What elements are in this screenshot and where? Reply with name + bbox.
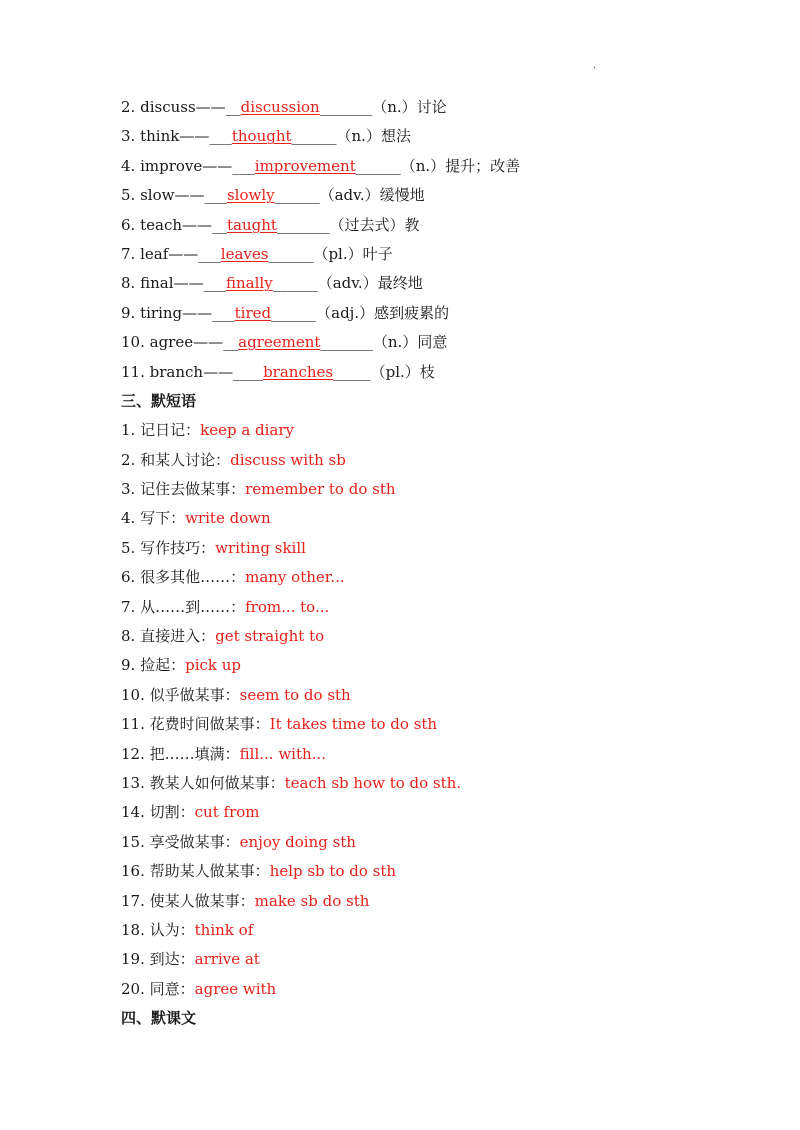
phrase-english: arrive at	[194, 950, 260, 969]
corner-mark: .	[593, 60, 597, 71]
phrase-english: make sb do sth	[254, 891, 370, 910]
word-form-item	[121, 328, 761, 357]
phrase-english: cut from	[194, 803, 260, 822]
item-number: 1.	[121, 421, 136, 440]
item-number: 3.	[121, 127, 136, 146]
word-note: （n.）想法	[336, 127, 411, 146]
phrase-english: discuss with sb	[230, 450, 346, 469]
blank-trail: ______	[291, 127, 337, 146]
item-number: 5.	[121, 538, 136, 557]
word-form-item	[121, 122, 761, 151]
item-number: 14.	[121, 803, 145, 822]
phrase-english: fill... with...	[239, 744, 326, 763]
base-word: slow	[140, 186, 175, 205]
phrase-chinese: 到达：	[149, 950, 195, 969]
phrase-item	[121, 887, 761, 916]
worksheet-page	[121, 93, 761, 1034]
item-number: 3.	[121, 480, 136, 499]
base-word: leaf	[140, 244, 169, 263]
phrase-english: write down	[185, 509, 271, 528]
answer-word: tired	[234, 303, 272, 322]
phrase-item	[121, 446, 761, 475]
word-form-item	[121, 211, 761, 240]
phrase-english: keep a diary	[200, 421, 295, 440]
item-number: 9.	[121, 656, 136, 675]
item-number: 19.	[121, 950, 145, 969]
item-number: 15.	[121, 832, 145, 851]
item-number: 10.	[121, 333, 145, 352]
dash: ——	[174, 186, 205, 205]
phrase-item	[121, 798, 761, 827]
item-number: 6.	[121, 215, 136, 234]
blank-lead: ___	[198, 244, 221, 263]
phrase-item	[121, 534, 761, 563]
item-number: 6.	[121, 568, 136, 587]
blank-trail: ______	[274, 186, 320, 205]
word-form-item	[121, 93, 761, 122]
word-form-item	[121, 358, 761, 387]
phrase-english: seem to do sth	[239, 685, 351, 704]
item-number: 12.	[121, 744, 145, 763]
phrase-item	[121, 769, 761, 798]
base-word: think	[140, 127, 180, 146]
phrase-item	[121, 681, 761, 710]
phrase-english: writing skill	[215, 538, 306, 557]
answer-word: thought	[231, 127, 292, 146]
item-number: 17.	[121, 891, 145, 910]
word-note: （n.）提升；改善	[400, 156, 521, 175]
phrase-chinese: 从……到……：	[140, 597, 246, 616]
blank-lead: __	[225, 98, 241, 116]
phrase-english: pick up	[185, 656, 242, 675]
item-number: 4.	[121, 156, 136, 175]
phrase-chinese: 记住去做某事：	[140, 480, 246, 499]
word-note: （adv.）缓慢地	[319, 186, 425, 205]
answer-word: leaves	[220, 244, 269, 263]
phrase-item	[121, 710, 761, 739]
base-word: branch	[149, 362, 204, 381]
phrase-chinese: 似乎做某事：	[149, 685, 240, 704]
phrase-chinese: 享受做某事：	[149, 832, 240, 851]
blank-trail: _______	[319, 98, 373, 116]
word-form-item	[121, 269, 761, 298]
answer-word: branches	[263, 362, 334, 381]
phrase-english: from... to...	[245, 597, 330, 616]
phrase-item	[121, 504, 761, 533]
word-form-item	[121, 181, 761, 210]
word-note: （pl.）枝	[370, 362, 435, 381]
phrase-item	[121, 945, 761, 974]
phrase-english: agree with	[194, 979, 277, 998]
dash: ——	[182, 215, 213, 234]
phrase-chinese: 同意：	[149, 979, 195, 998]
phrase-chinese: 捡起：	[140, 656, 186, 675]
phrase-item	[121, 916, 761, 945]
word-note: （adj.）感到疲累的	[316, 303, 450, 322]
word-form-item	[121, 240, 761, 269]
dash: ——	[168, 244, 199, 263]
dash: ——	[173, 274, 204, 293]
phrase-chinese: 使某人做某事：	[149, 891, 255, 910]
item-number: 9.	[121, 303, 136, 322]
item-number: 11.	[121, 362, 145, 381]
item-number: 13.	[121, 773, 145, 792]
base-word: teach	[140, 215, 183, 234]
phrase-item	[121, 651, 761, 680]
phrase-item	[121, 857, 761, 886]
blank-lead: ___	[204, 186, 227, 205]
blank-lead: __	[223, 333, 239, 352]
blank-trail: ______	[268, 244, 314, 263]
base-word: discuss	[140, 98, 196, 116]
item-number: 4.	[121, 509, 136, 528]
phrase-english: think of	[194, 920, 254, 939]
answer-word: finally	[226, 274, 273, 293]
phrase-english: teach sb how to do sth.	[284, 773, 462, 792]
phrase-english: help sb to do sth	[269, 862, 397, 881]
blank-lead: ____	[233, 362, 264, 381]
phrase-chinese: 教某人如何做某事：	[149, 773, 285, 792]
word-note: （pl.）叶子	[313, 244, 393, 263]
phrase-english: many other...	[245, 568, 345, 587]
phrase-item	[121, 563, 761, 592]
answer-word: agreement	[238, 333, 321, 352]
item-number: 7.	[121, 244, 136, 263]
blank-lead: ___	[203, 274, 226, 293]
phrase-chinese: 写下：	[140, 509, 186, 528]
dash: ——	[203, 362, 234, 381]
dash: ——	[182, 303, 213, 322]
answer-word: taught	[227, 215, 277, 234]
blank-trail: _______	[276, 215, 330, 234]
word-form-item	[121, 152, 761, 181]
item-number: 5.	[121, 186, 136, 205]
phrase-english: get straight to	[215, 627, 325, 646]
section-4-heading: 四、默课文	[121, 1009, 197, 1028]
phrase-item	[121, 975, 761, 1004]
base-word: tiring	[140, 303, 183, 322]
word-note: （n.）同意	[372, 333, 448, 352]
phrase-chinese: 把……填满：	[149, 744, 240, 763]
word-note: （过去式）教	[329, 215, 420, 234]
item-number: 2.	[121, 98, 136, 116]
phrase-chinese: 花费时间做某事：	[149, 715, 270, 734]
phrase-chinese: 直接进入：	[140, 627, 216, 646]
item-number: 7.	[121, 597, 136, 616]
phrase-item	[121, 475, 761, 504]
base-word: final	[140, 274, 174, 293]
phrase-item	[121, 593, 761, 622]
base-word: improve	[140, 156, 203, 175]
answer-word: improvement	[254, 156, 356, 175]
blank-lead: __	[212, 215, 228, 234]
blank-trail: ______	[271, 303, 317, 322]
dash: ——	[202, 156, 233, 175]
phrase-item	[121, 740, 761, 769]
item-number: 20.	[121, 979, 145, 998]
item-number: 11.	[121, 715, 145, 734]
phrase-chinese: 写作技巧：	[140, 538, 216, 557]
phrase-chinese: 记日记：	[140, 421, 201, 440]
section-3-heading: 三、默短语	[121, 391, 197, 410]
blank-trail: ______	[355, 156, 401, 175]
phrase-item	[121, 828, 761, 857]
phrase-english: remember to do sth	[245, 480, 396, 499]
phrase-chinese: 帮助某人做某事：	[149, 862, 270, 881]
item-number: 16.	[121, 862, 145, 881]
blank-trail: ______	[272, 274, 318, 293]
phrase-chinese: 认为：	[149, 920, 195, 939]
item-number: 18.	[121, 920, 145, 939]
item-number: 10.	[121, 685, 145, 704]
blank-trail: _______	[320, 333, 373, 352]
phrase-chinese: 和某人讨论：	[140, 450, 231, 469]
item-number: 8.	[121, 274, 136, 293]
base-word: agree	[149, 333, 194, 352]
phrase-english: It takes time to do sth	[269, 715, 438, 734]
blank-lead: ___	[209, 127, 232, 146]
dash: ——	[193, 333, 224, 352]
dash: ——	[195, 98, 226, 116]
word-forms-list	[121, 93, 761, 387]
item-number: 2.	[121, 450, 136, 469]
word-note: （n.）讨论	[372, 98, 447, 116]
answer-word: slowly	[226, 186, 275, 205]
dash: ——	[179, 127, 210, 146]
word-note: （adv.）最终地	[317, 274, 423, 293]
phrase-item	[121, 622, 761, 651]
blank-trail: _____	[333, 362, 371, 381]
item-number: 8.	[121, 627, 136, 646]
phrase-chinese: 很多其他……：	[140, 568, 246, 587]
answer-word: discussion	[240, 98, 320, 116]
blank-lead: ___	[212, 303, 235, 322]
phrase-list	[121, 416, 761, 1004]
phrase-chinese: 切割：	[149, 803, 195, 822]
phrase-english: enjoy doing sth	[239, 832, 356, 851]
blank-lead: ___	[232, 156, 255, 175]
phrase-item	[121, 416, 761, 445]
word-form-item	[121, 299, 761, 328]
